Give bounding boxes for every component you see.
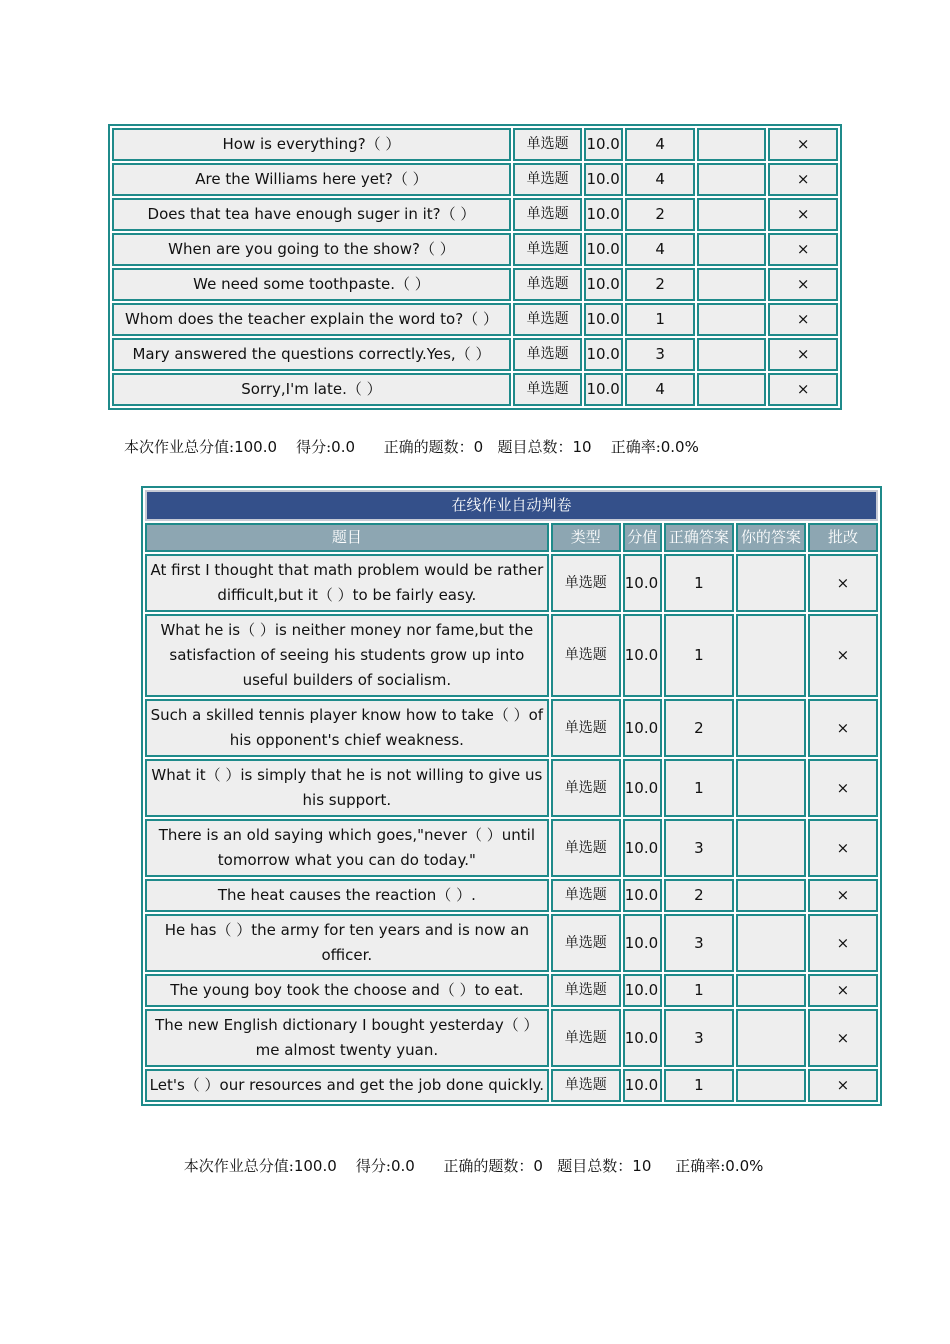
score-cell: 10.0	[623, 554, 662, 612]
header-score: 分值	[623, 523, 662, 552]
type-cell: 单选题	[551, 759, 621, 817]
type-cell: 单选题	[513, 373, 583, 406]
score-summary-1	[124, 435, 699, 460]
mark-cell: ×	[808, 1009, 878, 1067]
question-total-value: 10	[632, 1157, 652, 1175]
question-total-label: 题目总数：	[557, 1157, 633, 1175]
table-row	[145, 614, 878, 697]
type-cell: 单选题	[513, 198, 583, 231]
type-cell: 单选题	[551, 819, 621, 877]
your-answer-cell	[736, 699, 806, 757]
score-label: 得分:	[355, 1157, 391, 1175]
table-row	[112, 198, 838, 231]
table-header-row	[145, 523, 878, 552]
your-answer-cell	[697, 233, 767, 266]
mark-cell: ×	[768, 198, 838, 231]
correct-answer-cell: 1	[664, 759, 734, 817]
question-cell: There is an old saying which goes,"never（ ）until tomorrow what you can do today."	[145, 819, 549, 877]
accuracy-value: 0.0%	[725, 1157, 764, 1175]
question-cell: Does that tea have enough suger in it?（ ）	[112, 198, 511, 231]
correct-answer-cell: 1	[664, 974, 734, 1007]
table-title: 在线作业自动判卷	[145, 490, 878, 521]
your-answer-cell	[697, 338, 767, 371]
mark-cell: ×	[768, 373, 838, 406]
score-cell: 10.0	[584, 233, 623, 266]
your-answer-cell	[697, 303, 767, 336]
score-cell: 10.0	[584, 128, 623, 161]
question-total-label: 题目总数：	[497, 438, 573, 456]
question-cell: Mary answered the questions correctly.Yes,（ ）	[112, 338, 511, 371]
correct-count-value: 0	[473, 438, 484, 456]
type-cell: 单选题	[513, 268, 583, 301]
grading-table-2	[141, 486, 882, 1106]
table-row	[145, 1069, 878, 1102]
header-question: 题目	[145, 523, 549, 552]
correct-answer-cell: 2	[625, 198, 695, 231]
question-cell: Are the Williams here yet?（ ）	[112, 163, 511, 196]
mark-cell: ×	[808, 914, 878, 972]
table-row	[112, 338, 838, 371]
your-answer-cell	[736, 554, 806, 612]
type-cell: 单选题	[551, 614, 621, 697]
table-row	[145, 1009, 878, 1067]
type-cell: 单选题	[513, 303, 583, 336]
mark-cell: ×	[808, 699, 878, 757]
mark-cell: ×	[808, 819, 878, 877]
question-cell: At first I thought that math problem would be rather difficult,but it（ ）to be fairly easy.	[145, 554, 549, 612]
question-cell: He has（ ）the army for ten years and is now an officer.	[145, 914, 549, 972]
question-cell: What he is（ ）is neither money nor fame,but the satisfaction of seeing his students grow up into useful builders of socialism.	[145, 614, 549, 697]
total-label: 本次作业总分值:	[124, 438, 235, 456]
type-cell: 单选题	[513, 128, 583, 161]
score-summary-2	[179, 1154, 779, 1179]
table-row	[145, 914, 878, 972]
correct-answer-cell: 2	[664, 699, 734, 757]
question-cell: How is everything?（ ）	[112, 128, 511, 161]
question-cell: Such a skilled tennis player know how to take（ ）of his opponent's chief weakness.	[145, 699, 549, 757]
total-value: 100.0	[293, 1157, 337, 1175]
question-cell: Let's（ ）our resources and get the job done quickly.	[145, 1069, 549, 1102]
accuracy-label: 正确率:	[610, 438, 661, 456]
score-cell: 10.0	[584, 268, 623, 301]
table-row	[145, 554, 878, 612]
type-cell: 单选题	[513, 338, 583, 371]
mark-cell: ×	[808, 554, 878, 612]
mark-cell: ×	[768, 163, 838, 196]
mark-cell: ×	[808, 614, 878, 697]
your-answer-cell	[736, 819, 806, 877]
header-mark: 批改	[808, 523, 878, 552]
total-label: 本次作业总分值:	[183, 1157, 294, 1175]
accuracy-label: 正确率:	[675, 1157, 726, 1175]
score-cell: 10.0	[623, 879, 662, 912]
score-cell: 10.0	[584, 198, 623, 231]
your-answer-cell	[736, 974, 806, 1007]
score-cell: 10.0	[623, 699, 662, 757]
question-cell: The heat causes the reaction（ ）.	[145, 879, 549, 912]
correct-answer-cell: 1	[664, 554, 734, 612]
score-cell: 10.0	[584, 303, 623, 336]
type-cell: 单选题	[551, 554, 621, 612]
mark-cell: ×	[768, 338, 838, 371]
table-row	[145, 974, 878, 1007]
correct-answer-cell: 1	[625, 303, 695, 336]
question-cell: What it（ ）is simply that he is not willing to give us his support.	[145, 759, 549, 817]
mark-cell: ×	[768, 128, 838, 161]
score-value: 0.0	[331, 438, 356, 456]
type-cell: 单选题	[551, 699, 621, 757]
your-answer-cell	[697, 163, 767, 196]
correct-count-label: 正确的题数：	[383, 438, 474, 456]
correct-answer-cell: 4	[625, 233, 695, 266]
table-row	[112, 303, 838, 336]
score-cell: 10.0	[623, 759, 662, 817]
score-cell: 10.0	[623, 1009, 662, 1067]
correct-count-label: 正确的题数：	[443, 1157, 534, 1175]
your-answer-cell	[736, 1009, 806, 1067]
score-label: 得分:	[296, 438, 332, 456]
total-value: 100.0	[234, 438, 278, 456]
table-row	[112, 233, 838, 266]
your-answer-cell	[697, 268, 767, 301]
your-answer-cell	[697, 373, 767, 406]
table-row	[112, 163, 838, 196]
type-cell: 单选题	[551, 974, 621, 1007]
type-cell: 单选题	[551, 879, 621, 912]
question-cell: Sorry,I'm late.（ ）	[112, 373, 511, 406]
your-answer-cell	[736, 759, 806, 817]
correct-answer-cell: 3	[664, 819, 734, 877]
correct-answer-cell: 2	[664, 879, 734, 912]
score-cell: 10.0	[623, 819, 662, 877]
correct-answer-cell: 1	[664, 614, 734, 697]
your-answer-cell	[697, 128, 767, 161]
mark-cell: ×	[808, 1069, 878, 1102]
your-answer-cell	[736, 914, 806, 972]
correct-count-value: 0	[533, 1157, 543, 1175]
grading-table-1	[108, 124, 842, 410]
table-banner-row	[145, 490, 878, 521]
mark-cell: ×	[808, 879, 878, 912]
type-cell: 单选题	[551, 1069, 621, 1102]
question-cell: Whom does the teacher explain the word to?（ ）	[112, 303, 511, 336]
table-row	[145, 879, 878, 912]
mark-cell: ×	[768, 268, 838, 301]
header-type: 类型	[551, 523, 621, 552]
score-value: 0.0	[390, 1157, 415, 1175]
correct-answer-cell: 1	[664, 1069, 734, 1102]
table-row	[112, 373, 838, 406]
question-cell: When are you going to the show?（ ）	[112, 233, 511, 266]
your-answer-cell	[736, 614, 806, 697]
correct-answer-cell: 4	[625, 128, 695, 161]
accuracy-value: 0.0%	[660, 438, 699, 456]
correct-answer-cell: 3	[664, 1009, 734, 1067]
question-cell: The new English dictionary I bought yesterday（ ）me almost twenty yuan.	[145, 1009, 549, 1067]
score-cell: 10.0	[584, 163, 623, 196]
table-row	[145, 759, 878, 817]
correct-answer-cell: 4	[625, 373, 695, 406]
table-row	[145, 819, 878, 877]
your-answer-cell	[736, 879, 806, 912]
score-cell: 10.0	[623, 1069, 662, 1102]
mark-cell: ×	[768, 233, 838, 266]
header-your-answer: 你的答案	[736, 523, 806, 552]
mark-cell: ×	[808, 759, 878, 817]
table-row	[145, 699, 878, 757]
mark-cell: ×	[768, 303, 838, 336]
score-cell: 10.0	[584, 338, 623, 371]
type-cell: 单选题	[551, 914, 621, 972]
table-row	[112, 128, 838, 161]
correct-answer-cell: 4	[625, 163, 695, 196]
question-cell: The young boy took the choose and（ ）to eat.	[145, 974, 549, 1007]
correct-answer-cell: 3	[625, 338, 695, 371]
type-cell: 单选题	[513, 233, 583, 266]
question-cell: We need some toothpaste.（ ）	[112, 268, 511, 301]
score-cell: 10.0	[584, 373, 623, 406]
correct-answer-cell: 3	[664, 914, 734, 972]
table-row	[112, 268, 838, 301]
mark-cell: ×	[808, 974, 878, 1007]
your-answer-cell	[697, 198, 767, 231]
score-cell: 10.0	[623, 914, 662, 972]
type-cell: 单选题	[551, 1009, 621, 1067]
header-answer: 正确答案	[664, 523, 734, 552]
correct-answer-cell: 2	[625, 268, 695, 301]
your-answer-cell	[736, 1069, 806, 1102]
question-total-value: 10	[572, 438, 592, 456]
type-cell: 单选题	[513, 163, 583, 196]
score-cell: 10.0	[623, 614, 662, 697]
score-cell: 10.0	[623, 974, 662, 1007]
